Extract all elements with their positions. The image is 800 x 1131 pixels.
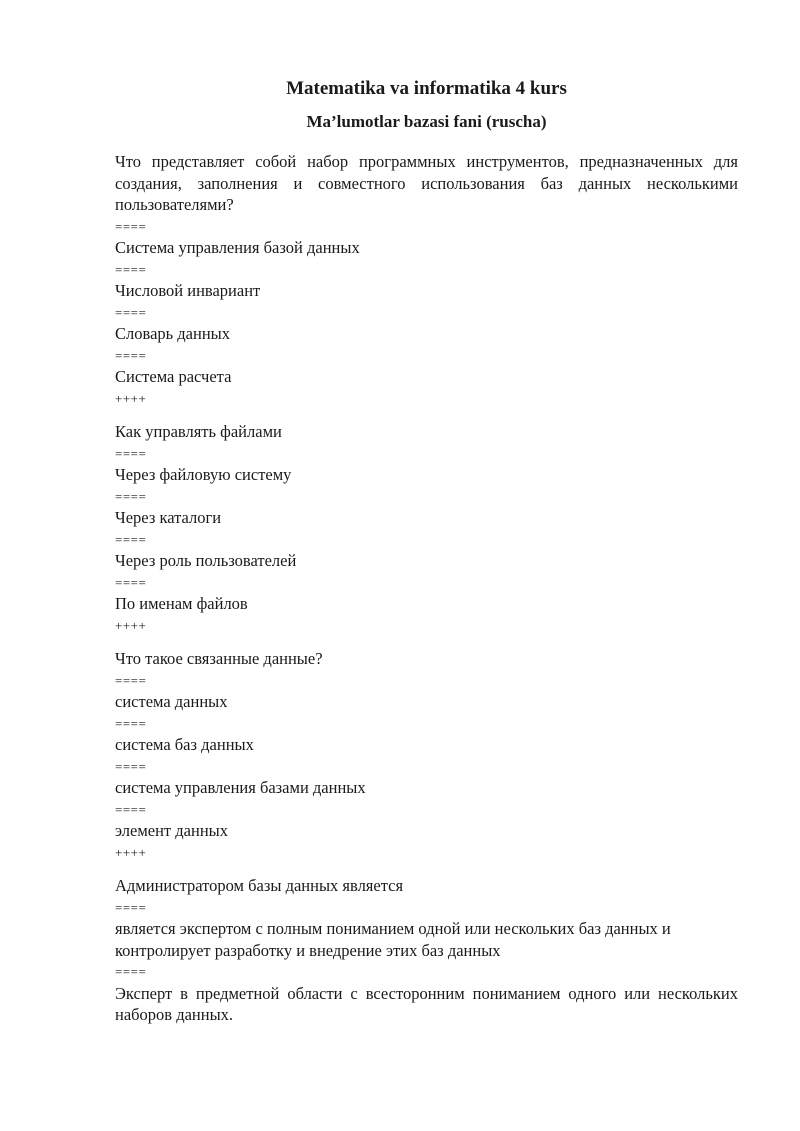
option-separator: ====: [115, 899, 147, 915]
answer-option: По именам файлов: [115, 594, 248, 613]
answer-option: Система управления базой данных: [115, 238, 360, 257]
question-end-separator: ++++: [115, 390, 147, 406]
option-separator: ====: [115, 964, 147, 979]
answer-option: система баз данных: [115, 735, 254, 754]
option-separator: ====: [115, 347, 147, 363]
answer-option: система данных: [115, 692, 228, 711]
answer-option: Числовой инвариант: [115, 281, 261, 300]
question-block: [115, 421, 738, 636]
option-separator: ====: [115, 218, 147, 234]
option-separator: ====: [115, 261, 147, 277]
option-separator: ====: [115, 445, 147, 461]
answer-option: Через файловую систему: [115, 465, 292, 484]
answer-option: Система расчета: [115, 367, 232, 386]
answer-option: Через каталоги: [115, 508, 222, 527]
answer-option: Через роль пользователей: [115, 551, 297, 570]
answer-option: элемент данных: [115, 821, 228, 840]
option-separator: ====: [115, 304, 147, 320]
question-text: Как управлять файлами: [115, 422, 282, 441]
answer-option: система управления базами данных: [115, 778, 366, 797]
option-separator: ====: [115, 488, 147, 504]
document-subtitle: Ma’lumotlar bazasi fani (ruscha): [306, 112, 547, 131]
document-page: [115, 76, 738, 1038]
option-separator: ====: [115, 531, 147, 547]
question-text: Что такое связанные данные?: [115, 649, 323, 668]
document-title: Matematika va informatika 4 kurs: [286, 78, 567, 99]
option-separator: ====: [115, 801, 147, 817]
answer-option: Эксперт в предметной области с всесторонним пониманием одного или нескольких наборов данных.: [115, 983, 738, 1024]
question-block: [115, 875, 738, 1026]
option-separator: ====: [115, 672, 147, 688]
question-text: Администратором базы данных является: [115, 876, 404, 895]
question-end-separator: ++++: [115, 617, 147, 633]
answer-option: является экспертом с полным пониманием одной или нескольких баз данных и контролирует разработку и внедрение этих баз данных: [115, 919, 671, 960]
question-end-separator: ++++: [115, 844, 147, 860]
option-separator: ====: [115, 574, 147, 590]
question-block: [115, 151, 738, 409]
option-separator: ====: [115, 758, 147, 774]
answer-option: Словарь данных: [115, 324, 231, 343]
question-text: Что представляет собой набор программных инструментов, предназначенных для создания, заполнения и совместного использования баз данных несколькими пользователями?: [115, 152, 738, 214]
option-separator: ====: [115, 715, 147, 731]
question-block: [115, 648, 738, 863]
